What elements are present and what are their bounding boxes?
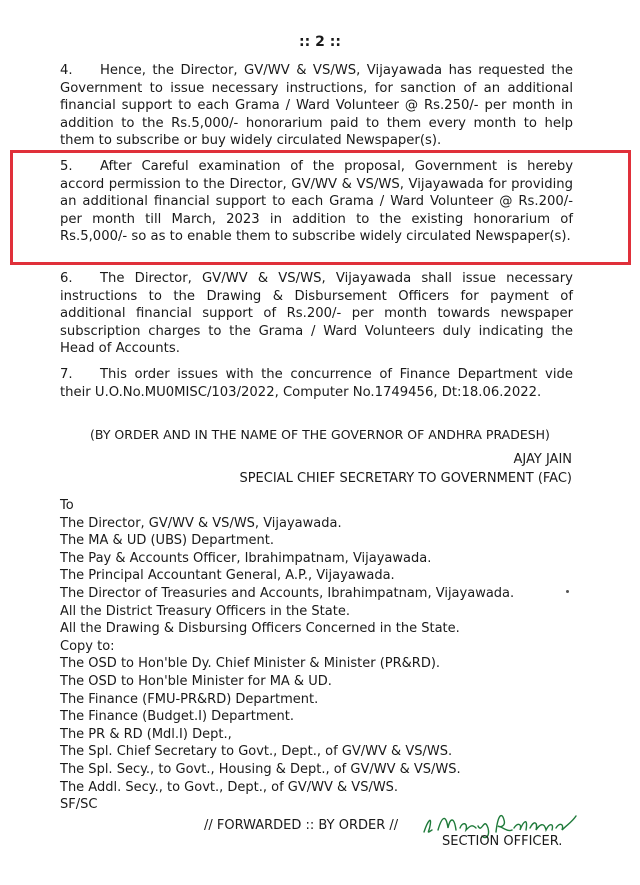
recipient-line: SF/SC [60,797,98,813]
paragraph-text: After Careful examination of the proposal, Government is hereby accord permission to the Director, GV/WV & VS/WS, Vijayawada for providing an additional financial support to each Grama / Ward Volunteer @ Rs.200/- per month till March, 2023 in addition to the existing honorarium of Rs.5,000/- so as to enable them to subscribe widely circulated Newspaper(s). [60,159,573,244]
recipient-line: The Finance (FMU-PR&RD) Department. [60,691,319,707]
paragraph-number: 4. [60,63,73,78]
recipient-line: The PR & RD (Mdl.I) Dept., [60,726,232,742]
recipient-line: The Director, GV/WV & VS/WS, Vijayawada. [60,515,342,531]
recipient-line: The MA & UD (UBS) Department. [60,533,275,549]
paragraph-4 [60,62,573,150]
recipient-line: All the District Treasury Officers in the State. [60,603,350,619]
paragraph-text: Hence, the Director, GV/WV & VS/WS, Vijayawada has requested the Government to issue necessary instructions, for sanction of an additional financial support to each Grama / Ward Volunteer @ Rs.250/- per month in addition to the Rs.5,000/- honorarium paid to them every month to help them to subscribe or buy widely circulated Newspaper(s). [60,63,573,148]
page-number: :: 2 :: [299,34,341,50]
recipient-line: The Finance (Budget.I) Department. [60,709,294,725]
recipient-line: The Principal Accountant General, A.P., Vijayawada. [60,568,395,584]
recipient-line: The Spl. Chief Secretary to Govt., Dept., of GV/WV & VS/WS. [60,744,453,760]
section-officer-label: SECTION OFFICER. [442,834,563,849]
paragraph-text: The Director, GV/WV & VS/WS, Vijayawada shall issue necessary instructions to the Drawing & Disbursement Officers for payment of additional financial support of Rs.200/- per month towards newspaper subscription charges to the Grama / Ward Volunteers duly indicating the Head of Accounts. [60,271,573,356]
paragraph-number: 5. [60,159,73,174]
paragraph-number: 6. [60,271,73,286]
forwarded-line: // FORWARDED :: BY ORDER // [204,818,399,833]
recipient-list [60,497,514,814]
by-order-line: (BY ORDER AND IN THE NAME OF THE GOVERNOR OF ANDHRA PRADESH) [90,427,550,442]
recipient-line: The Addl. Secy., to Govt., Dept., of GV/WV & VS/WS. [60,779,399,795]
recipient-line: The OSD to Hon'ble Minister for MA & UD. [60,673,332,689]
paragraph-6 [60,270,573,358]
signatory-name: AJAY JAIN [513,452,572,467]
recipient-line: To [60,498,74,513]
paragraph-5 [60,158,573,246]
recipient-line: Copy to: [60,638,115,654]
recipient-line: The OSD to Hon'ble Dy. Chief Minister & Minister (PR&RD). [60,656,441,672]
recipient-line: The Director of Treasuries and Accounts, Ibrahimpatnam, Vijayawada. [60,585,515,601]
recipient-line: The Pay & Accounts Officer, Ibrahimpatnam, Vijayawada. [60,550,432,566]
recipient-line: All the Drawing & Disbursing Officers Concerned in the State. [60,621,460,637]
paragraph-number: 7. [60,367,73,382]
signatory-title: SPECIAL CHIEF SECRETARY TO GOVERNMENT (FAC) [239,471,572,486]
paragraph-text: This order issues with the concurrence of Finance Department vide their U.O.No.MU0MISC/103/2022, Computer No.1749456, Dt:18.06.2022. [60,367,573,400]
paragraph-7 [60,366,573,401]
recipient-line: The Spl. Secy., to Govt., Housing & Dept., of GV/WV & VS/WS. [60,761,461,777]
speck [566,590,569,593]
